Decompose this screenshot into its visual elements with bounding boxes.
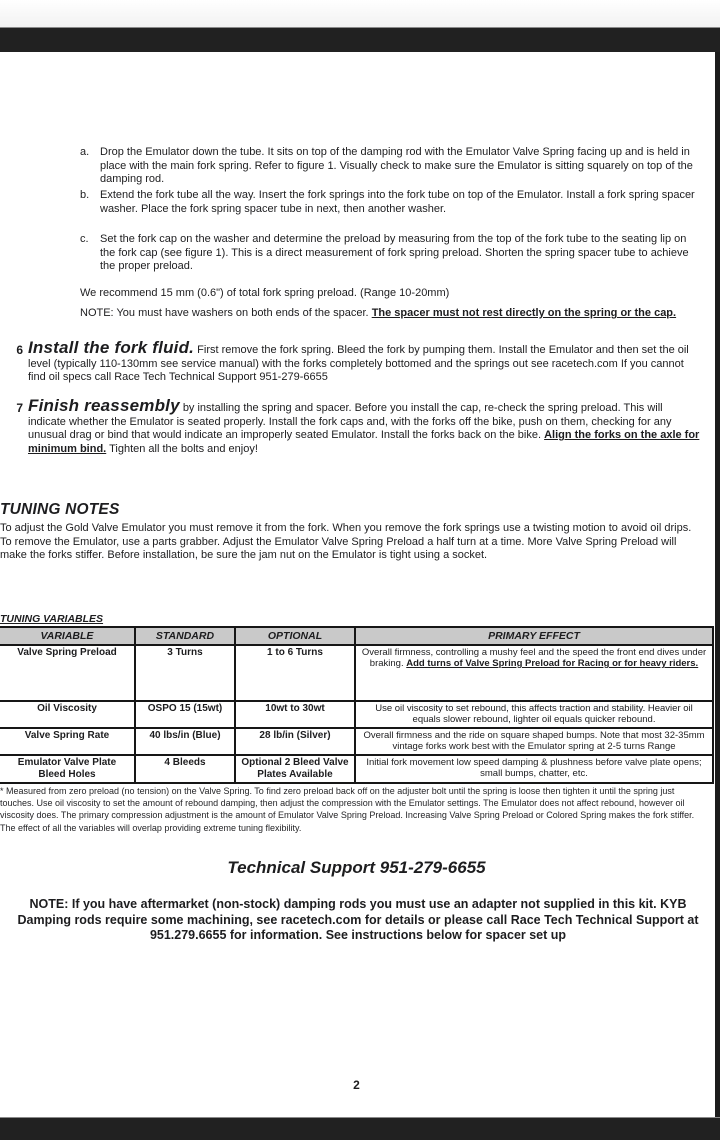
cell-standard: 40 lbs/in (Blue): [135, 728, 235, 755]
technical-support-line: Technical Support 951-279-6655: [227, 858, 486, 877]
col-header-primary-effect: PRIMARY EFFECT: [355, 627, 713, 645]
viewer-top-margin: [0, 0, 720, 27]
spacer-note-underlined: The spacer must not rest directly on the spring or the cap.: [371, 307, 677, 319]
table-row: [0, 728, 713, 755]
step-body: by installing the spring and spacer. Before you install the cap, re-check the spring preload. This will indicate whether the Emulator is seated properly. Install the fork caps and, with the forks off the bike, push on them, checking for any unusual drag or bind that would indicate an improperly seated Emulator. Install the forks back on the bike.: [28, 402, 672, 441]
list-letter: a.: [80, 146, 90, 158]
step-heading: Install the fork fluid.: [28, 338, 195, 357]
table-header-row: [0, 627, 713, 645]
step-number: 7: [16, 401, 23, 415]
list-letter: c.: [80, 233, 89, 245]
cell-effect: Initial fork movement low speed damping & plushness before valve plate opens; small bumps, chatter, etc.: [355, 755, 713, 783]
table-row: [0, 755, 713, 783]
viewer-bottom-bar: [0, 1117, 720, 1140]
cell-effect: [355, 645, 713, 701]
cell-standard: OSPO 15 (15wt): [135, 701, 235, 728]
col-header-optional: OPTIONAL: [235, 627, 355, 645]
list-letter: b.: [80, 189, 90, 201]
col-header-variable: VARIABLE: [0, 627, 135, 645]
step-body-underlined: Align the forks on the axle for minimum bind.: [28, 429, 700, 455]
page-edge-line: [715, 52, 720, 1117]
cell-variable: Valve Spring Rate: [0, 728, 135, 755]
document-page: [0, 52, 720, 1117]
cell-variable: Emulator Valve Plate Bleed Holes: [0, 755, 135, 783]
cell-variable: Oil Viscosity: [0, 701, 135, 728]
cell-optional: 28 lb/in (Silver): [235, 728, 355, 755]
list-text: Set the fork cap on the washer and determine the preload by measuring from the top of the fork tube to the seating lip on the fork cap (see figure 1). This is a direct measurement of fork spring preload. Shorten the spring spacer tube to achieve the proper preload.: [100, 233, 689, 272]
adapter-note: NOTE: If you have aftermarket (non-stock) damping rods you must use an adapter not supplied in this kit. KYB Damping rods require some machining, see racetech.com for details or please call Race Tech Technical Support at 951.279.6655 for information. See instructions below for spacer set up: [17, 897, 699, 942]
cell-standard: 3 Turns: [135, 645, 235, 701]
cell-optional: Optional 2 Bleed Valve Plates Available: [235, 755, 355, 783]
cell-standard: 4 Bleeds: [135, 755, 235, 783]
table-row: [0, 645, 713, 701]
col-header-standard: STANDARD: [135, 627, 235, 645]
list-item-c: [80, 233, 702, 274]
cell-optional: 10wt to 30wt: [235, 701, 355, 728]
step-body: First remove the fork spring. Bleed the fork by pumping them. Install the Emulator and then set the oil level (typically 110-130mm see service manual) with the forks completely bottomed and the springs out see racetech.com If you cannot find oil specs call Race Tech Technical Support 951-279-6655: [28, 344, 689, 383]
page-number: 2: [353, 1078, 360, 1092]
tuning-table-caption: TUNING VARIABLES: [0, 613, 104, 625]
tuning-notes-body: To adjust the Gold Valve Emulator you must remove it from the fork. When you remove the fork springs use a twisting motion to avoid oil drips. To remove the Emulator, use a parts grabber. Adjust the Emulator Valve Spring Preload a half turn at a time. More Valve Spring Preload will make the forks stiffer. Before installation, be sure the jam nut on the Emulator is tight using a socket.: [0, 522, 692, 561]
list-text: Extend the fork tube all the way. Insert the fork springs into the fork tube on top of the Emulator. Install a fork spring spacer washer. Place the fork spring spacer tube in next, then another washer.: [100, 189, 695, 215]
table-row: [0, 701, 713, 728]
spacer-note-text: NOTE: You must have washers on both ends of the spacer.: [80, 307, 369, 319]
tuning-variables-table: [0, 626, 714, 784]
cell-optional: 1 to 6 Turns: [235, 645, 355, 701]
list-item-b: [80, 189, 702, 216]
step-number: 6: [16, 343, 23, 357]
effect-emphasis: Add turns of Valve Spring Preload for Racing or for heavy riders.: [406, 658, 699, 669]
list-text: Drop the Emulator down the tube. It sits on top of the damping rod with the Emulator Valve Spring facing up and is held in place with the main fork spring. Refer to figure 1. Visually check to make sure the Emulator is sitting squarely on top of the damping rod.: [100, 146, 693, 185]
table-footnote: * Measured from zero preload (no tension) on the Valve Spring. To find zero preload back off on the adjuster bolt until the spring is loose then tighten it until the spring just touches. Use oil viscosity to set the amount of rebound damping, then adjust the compression with the Emulator settings. The Emulator does not affect rebound, however oil viscosity does. The primary compression adjustment is the amount of Emulator Valve Spring Preload. Increasing Valve Spring Preload or Colored Spring makes the fork stiffer. The effect of all the variables will overlap providing extreme tuning flexibility.: [0, 786, 695, 833]
step-heading: Finish reassembly: [28, 396, 180, 415]
cell-effect: Use oil viscosity to set rebound, this affects traction and stability. Heavier oil equals slower rebound, lighter oil equals quicker rebound.: [355, 701, 713, 728]
tuning-table-wrap: [0, 626, 714, 784]
step-6: [16, 338, 700, 385]
viewer-top-bar: [0, 27, 720, 54]
preload-recommendation: We recommend 15 mm (0.6") of total fork spring preload. (Range 10-20mm): [80, 287, 450, 299]
step-7: [16, 396, 700, 456]
effect-text: Overall firmness, controlling a mushy feel and the speed the front end dives under braking.: [361, 647, 707, 669]
spacer-note: [80, 307, 698, 321]
list-item-a: [80, 146, 702, 187]
cell-effect: Overall firmness and the ride on square shaped bumps. Note that most 32-35mm vintage forks work best with the Emulator spring at 2-5 turns Range: [355, 728, 713, 755]
tuning-notes-heading: TUNING NOTES: [0, 501, 120, 518]
cell-variable: Valve Spring Preload: [0, 645, 135, 701]
step-body-end: Tighten all the bolts and enjoy!: [109, 442, 258, 455]
